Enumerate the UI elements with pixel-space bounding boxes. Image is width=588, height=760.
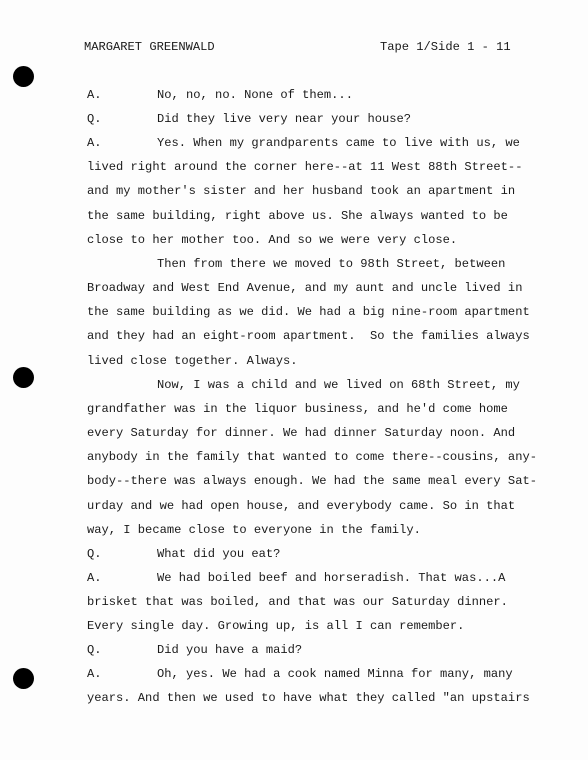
tape-side-page: Tape 1/Side 1 - 11	[380, 40, 511, 54]
transcript-line	[87, 644, 302, 656]
line-text: We had boiled beef and horseradish. That was...A	[157, 571, 506, 585]
line-text: lived right around the corner here--at 11 West 88th Street--	[87, 160, 523, 174]
transcript-line	[87, 403, 508, 415]
speaker-label: Q.	[87, 547, 102, 561]
binder-hole	[13, 66, 34, 87]
line-text: Did they live very near your house?	[157, 112, 412, 126]
transcript-line	[87, 548, 280, 560]
transcript-line	[87, 234, 457, 246]
transcript-line	[87, 524, 421, 536]
transcript-line	[87, 137, 520, 149]
line-text: What did you eat?	[157, 547, 281, 561]
transcript-line	[87, 89, 353, 101]
transcript-line	[87, 355, 297, 367]
speaker-label: Q.	[87, 112, 102, 126]
transcript-line	[157, 379, 520, 391]
transcript-line	[87, 475, 537, 487]
transcript-line	[87, 185, 515, 197]
line-text: Broadway and West End Avenue, and my aunt and uncle lived in	[87, 281, 523, 295]
line-text: Yes. When my grandparents came to live with us, we	[157, 136, 520, 150]
speaker-label: A.	[87, 136, 102, 150]
line-text: urday and we had open house, and everybody came. So in that	[87, 499, 516, 513]
transcript-line	[87, 306, 530, 318]
line-text: every Saturday for dinner. We had dinner Saturday noon. And	[87, 426, 516, 440]
line-text: body--there was always enough. We had the same meal every Sat-	[87, 474, 537, 488]
transcript-line	[87, 282, 522, 294]
speaker-label: Q.	[87, 643, 102, 657]
transcript-line	[87, 572, 505, 584]
transcript-line	[87, 427, 515, 439]
line-text: the same building as we did. We had a big nine-room apartment	[87, 305, 530, 319]
line-text: Now, I was a child and we lived on 68th Street, my	[157, 378, 520, 392]
line-text: and they had an eight-room apartment. So the families always	[87, 329, 530, 343]
line-text: and my mother's sister and her husband took an apartment in	[87, 184, 516, 198]
transcript-line	[87, 596, 508, 608]
line-text: grandfather was in the liquor business, and he'd come home	[87, 402, 508, 416]
transcript-line	[87, 210, 508, 222]
transcript-line	[87, 330, 530, 342]
transcript-line	[87, 500, 515, 512]
line-text: Every single day. Growing up, is all I can remember.	[87, 619, 465, 633]
line-text: Oh, yes. We had a cook named Minna for many, many	[157, 667, 513, 681]
line-text: anybody in the family that wanted to come there--cousins, any-	[87, 450, 537, 464]
line-text: years. And then we used to have what they called "an upstairs	[87, 691, 530, 705]
line-text: No, no, no. None of them...	[157, 88, 353, 102]
transcript-line	[87, 620, 464, 632]
narrator-name: MARGARET GREENWALD	[84, 40, 215, 54]
transcript-line	[157, 258, 505, 270]
speaker-label: A.	[87, 667, 102, 681]
transcript-line	[87, 161, 522, 173]
transcript-line	[87, 668, 513, 680]
speaker-label: A.	[87, 88, 102, 102]
transcript-line	[87, 692, 530, 704]
line-text: close to her mother too. And so we were very close.	[87, 233, 458, 247]
line-text: way, I became close to everyone in the family.	[87, 523, 421, 537]
transcript-line	[87, 451, 537, 463]
binder-hole	[13, 668, 34, 689]
line-text: the same building, right above us. She always wanted to be	[87, 209, 508, 223]
speaker-label: A.	[87, 571, 102, 585]
line-text: lived close together. Always.	[87, 354, 298, 368]
binder-hole	[13, 367, 34, 388]
line-text: Then from there we moved to 98th Street, between	[157, 257, 506, 271]
transcript-line	[87, 113, 411, 125]
line-text: brisket that was boiled, and that was our Saturday dinner.	[87, 595, 508, 609]
line-text: Did you have a maid?	[157, 643, 303, 657]
